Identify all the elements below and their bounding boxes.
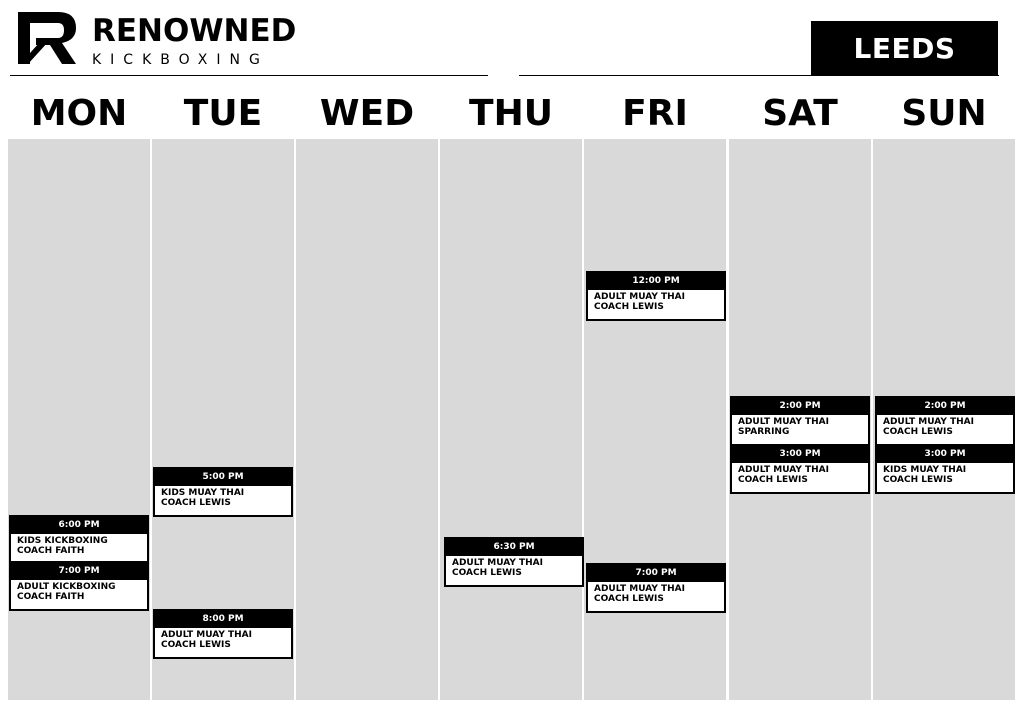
- class-coach: COACH LEWIS: [883, 426, 953, 437]
- location-badge: LEEDS: [811, 21, 998, 76]
- renowned-r-logo-icon: [14, 8, 80, 68]
- day-column-thu: [440, 139, 582, 700]
- class-title: KIDS MUAY THAI: [161, 488, 245, 498]
- class-card: [153, 609, 293, 659]
- class-coach: SPARRING: [738, 426, 790, 437]
- class-coach: COACH FAITH: [17, 591, 85, 602]
- class-coach: COACH LEWIS: [594, 593, 664, 604]
- class-details: [875, 415, 1015, 446]
- class-card: [875, 396, 1015, 446]
- day-header-mon: MON: [30, 93, 128, 134]
- class-details: [153, 628, 293, 659]
- brand-logo: [14, 8, 314, 70]
- class-time: 2:00 PM: [875, 396, 1015, 415]
- class-title: KIDS MUAY THAI: [883, 465, 967, 475]
- class-time: 6:00 PM: [9, 515, 149, 534]
- day-header-sun: SUN: [901, 93, 987, 134]
- class-time: 5:00 PM: [153, 467, 293, 486]
- class-coach: COACH LEWIS: [452, 567, 522, 578]
- class-coach: COACH LEWIS: [161, 639, 231, 650]
- class-time: 3:00 PM: [875, 444, 1015, 463]
- class-details: [9, 580, 149, 611]
- day-column-mon: [8, 139, 150, 700]
- class-time: 12:00 PM: [586, 271, 726, 290]
- class-details: [586, 290, 726, 321]
- day-header-tue: TUE: [183, 93, 263, 134]
- class-coach: COACH LEWIS: [883, 474, 953, 485]
- brand-name: RENOWNED: [92, 13, 297, 49]
- class-time: 7:00 PM: [9, 561, 149, 580]
- class-time: 2:00 PM: [730, 396, 870, 415]
- class-time: 3:00 PM: [730, 444, 870, 463]
- class-card: [730, 396, 870, 446]
- brand-tagline: KICKBOXING: [92, 52, 269, 68]
- class-card: [586, 271, 726, 321]
- class-title: ADULT KICKBOXING: [17, 582, 116, 592]
- day-column-fri: [584, 139, 726, 700]
- day-column-wed: [296, 139, 438, 700]
- class-title: ADULT MUAY THAI: [594, 292, 685, 302]
- class-time: 8:00 PM: [153, 609, 293, 628]
- class-details: [730, 463, 870, 494]
- class-details: [730, 415, 870, 446]
- class-title: ADULT MUAY THAI: [738, 465, 829, 475]
- class-coach: COACH LEWIS: [738, 474, 808, 485]
- class-card: [444, 537, 584, 587]
- class-time: 7:00 PM: [586, 563, 726, 582]
- class-title: ADULT MUAY THAI: [161, 630, 252, 640]
- class-title: ADULT MUAY THAI: [738, 417, 829, 427]
- class-title: KIDS KICKBOXING: [17, 536, 108, 546]
- class-details: [153, 486, 293, 517]
- day-header-wed: WED: [319, 93, 415, 134]
- class-details: [875, 463, 1015, 494]
- class-card: [875, 444, 1015, 494]
- class-card: [730, 444, 870, 494]
- class-title: ADULT MUAY THAI: [883, 417, 974, 427]
- class-title: ADULT MUAY THAI: [594, 584, 685, 594]
- class-time: 6:30 PM: [444, 537, 584, 556]
- class-card: [586, 563, 726, 613]
- class-details: [444, 556, 584, 587]
- class-details: [586, 582, 726, 613]
- day-header-thu: THU: [469, 93, 553, 134]
- day-header-sat: SAT: [762, 93, 838, 134]
- class-card: [9, 561, 149, 611]
- class-coach: COACH LEWIS: [161, 497, 231, 508]
- class-coach: COACH FAITH: [17, 545, 85, 556]
- class-card: [9, 515, 149, 565]
- class-card: [153, 467, 293, 517]
- class-title: ADULT MUAY THAI: [452, 558, 543, 568]
- header-divider-left: [10, 75, 488, 76]
- day-header-fri: FRI: [622, 93, 688, 134]
- class-coach: COACH LEWIS: [594, 301, 664, 312]
